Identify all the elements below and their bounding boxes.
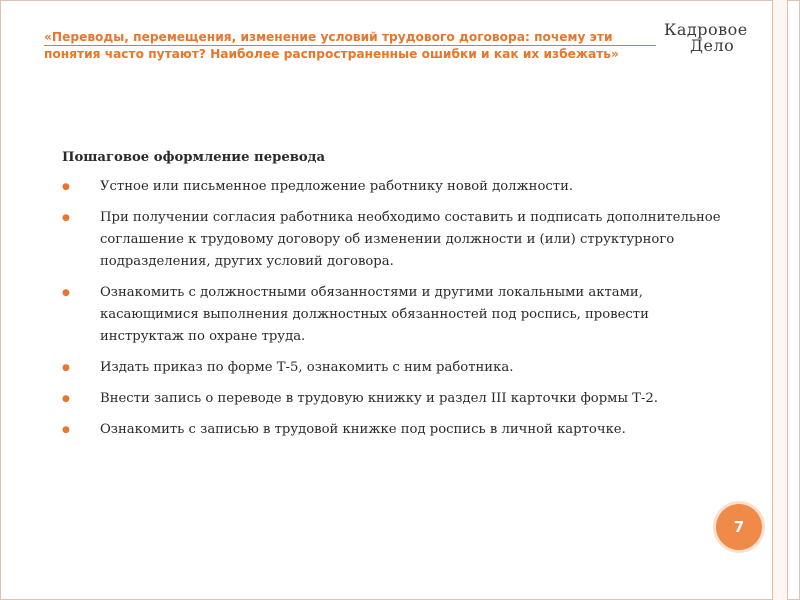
bullet-icon: ● bbox=[62, 213, 70, 223]
bullet-icon: ● bbox=[62, 288, 70, 298]
bullet-icon: ● bbox=[62, 394, 70, 404]
list-item-text: Ознакомить с записью в трудовой книжке под роспись в личной карточке. bbox=[100, 422, 626, 437]
title-underline bbox=[44, 45, 656, 46]
list-item bbox=[62, 282, 722, 348]
page-number-badge: 7 bbox=[716, 504, 762, 550]
list-item-text: Внести запись о переводе в трудовую книжку и раздел III карточки формы Т-2. bbox=[100, 391, 658, 406]
bullet-list bbox=[62, 176, 722, 450]
list-item-text: Издать приказ по форме Т-5, ознакомить с ним работника. bbox=[100, 360, 514, 375]
bullet-icon: ● bbox=[62, 363, 70, 373]
logo-text-line1: Кадровое bbox=[664, 20, 748, 39]
bullet-icon: ● bbox=[62, 182, 70, 192]
list-item bbox=[62, 388, 722, 410]
list-item bbox=[62, 176, 722, 198]
logo-text-line2: Дело bbox=[690, 36, 735, 55]
slide-right-border bbox=[772, 0, 788, 600]
list-item bbox=[62, 207, 722, 273]
list-item-text: Устное или письменное предложение работнику новой должности. bbox=[100, 179, 574, 194]
logo bbox=[664, 22, 754, 54]
slide-title: «Переводы, перемещения, изменение условий трудового договора: почему эти понятия часто путают? Наиболее распространенные ошибки и как их избежать» bbox=[44, 30, 619, 61]
list-item bbox=[62, 357, 722, 379]
list-item bbox=[62, 419, 722, 441]
list-item-text: При получении согласия работника необходимо составить и подписать дополнительное соглашение к трудовому договору об изменении должности и (или) структурного подразделения, других условий договора. bbox=[100, 210, 721, 269]
bullet-icon: ● bbox=[62, 425, 70, 435]
list-item-text: Ознакомить с должностными обязанностями и другими локальными актами, касающимися выполнения должностных обязанностей под роспись, провести инструктаж по охране труда. bbox=[100, 285, 649, 344]
content-heading: Пошаговое оформление перевода bbox=[62, 150, 325, 165]
